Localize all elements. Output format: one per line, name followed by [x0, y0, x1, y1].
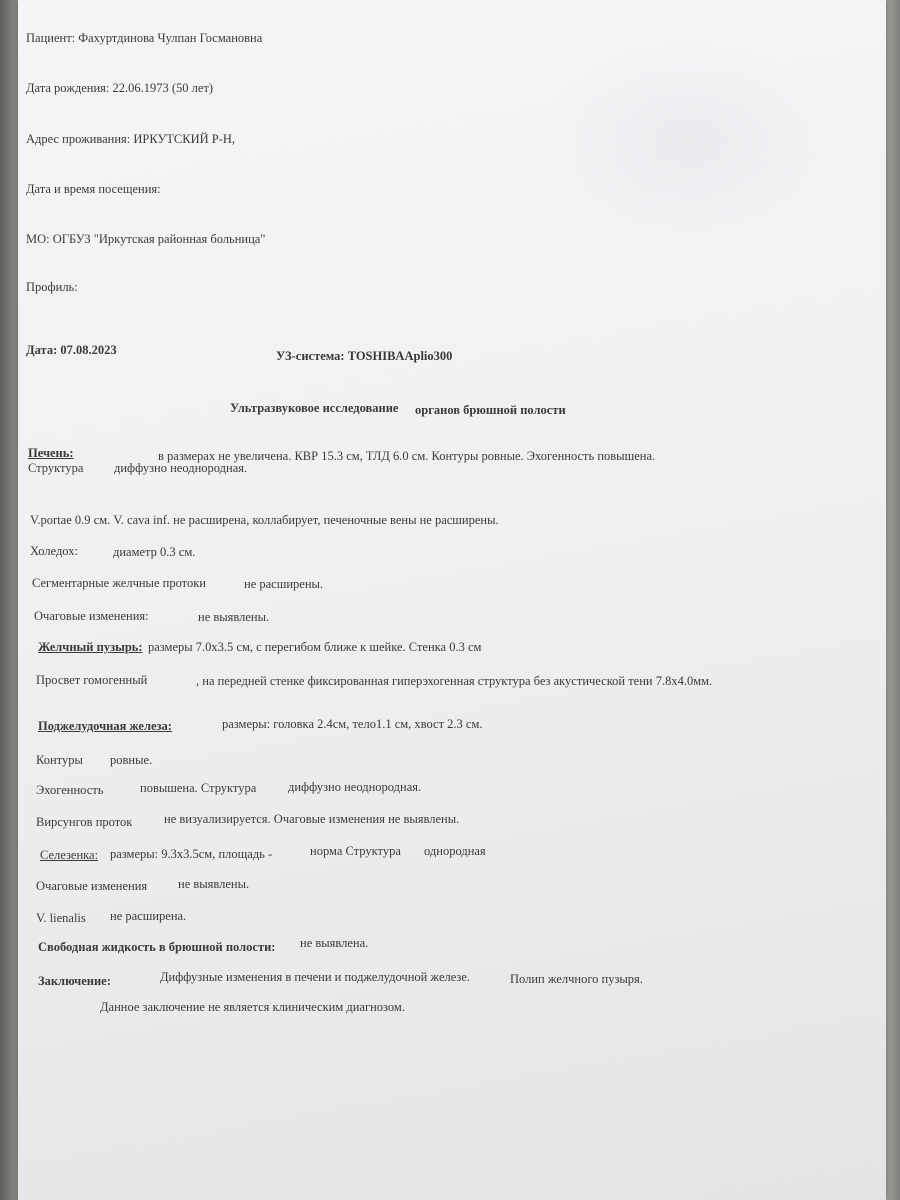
gallbladder-lumen-value: , на передней стенке фиксированная гиперэхогенная структура без акустической тени 7.8х4.0мм. — [196, 674, 713, 688]
ultrasound-system: УЗ-система: TOSHIBAAplio300 — [276, 349, 453, 363]
profile: Профиль: — [26, 280, 78, 294]
free-fluid-value: не выявлена. — [300, 936, 369, 950]
medical-organization: МО: ОГБУЗ "Иркутская районная больница" — [26, 232, 266, 246]
visit-datetime: Дата и время посещения: — [26, 182, 161, 196]
choledoch-label: Холедох: — [30, 544, 78, 558]
ducts-value: не расширены. — [244, 577, 324, 591]
free-fluid-heading: Свободная жидкость в брюшной полости: — [38, 940, 276, 954]
pancreas-sizes: размеры: головка 2.4см, тело1.1 см, хвост 2.3 см. — [222, 717, 483, 731]
ducts-label: Сегментарные желчные протоки — [32, 576, 206, 590]
exam-title-part2: органов брюшной полости — [415, 403, 566, 417]
paper-shading — [538, 40, 838, 240]
conclusion-disclaimer: Данное заключение не является клиническим диагнозом. — [100, 1000, 405, 1014]
liver-heading: Печень: — [28, 446, 74, 460]
pancreas-structure-value: диффузно неоднородная. — [288, 780, 422, 794]
birth-date: Дата рождения: 22.06.1973 (50 лет) — [26, 81, 214, 95]
spleen-focal-value: не выявлены. — [178, 877, 250, 891]
patient-name: Пациент: Фахуртдинова Чулпан Госмановна — [26, 31, 263, 45]
spleen-heading: Селезенка: — [40, 848, 99, 862]
conclusion-polyp: Полип желчного пузыря. — [510, 972, 643, 986]
gallbladder-lumen-label: Просвет гомогенный — [36, 673, 148, 687]
conclusion-heading: Заключение: — [38, 974, 111, 988]
gallbladder-line1: размеры 7.0х3.5 см, с перегибом ближе к шейке. Стенка 0.3 см — [148, 640, 482, 654]
wirsung-label: Вирсунгов проток — [36, 815, 133, 829]
pancreas-contours-value: ровные. — [110, 753, 153, 767]
spleen-norm: норма Структура — [310, 844, 401, 858]
liver-focal-label: Очаговые изменения: — [34, 609, 149, 623]
address: Адрес проживания: ИРКУТСКИЙ Р-Н, — [26, 132, 236, 146]
pancreas-echo-label: Эхогенность — [36, 783, 104, 797]
spleen-structure: однородная — [424, 844, 486, 858]
gallbladder-heading: Желчный пузырь: — [38, 640, 143, 654]
liver-structure-value: диффузно неоднородная. — [114, 461, 248, 475]
spleen-focal-label: Очаговые изменения — [36, 879, 148, 893]
liver-line1: в размерах не увеличена. КВР 15.3 см, ТЛД 6.0 см. Контуры ровные. Эхогенность повышена. — [158, 449, 656, 463]
exam-date: Дата: 07.08.2023 — [26, 343, 117, 357]
pancreas-echo-value: повышена. Структура — [140, 781, 257, 795]
choledoch-value: диаметр 0.3 см. — [113, 545, 196, 559]
vessels-line: V.portae 0.9 см. V. cava inf. не расширена, коллабирует, печеночные вены не расширены. — [30, 513, 499, 527]
conclusion-diffuse: Диффузные изменения в печени и поджелудочной железе. — [160, 970, 471, 984]
document-page — [18, 0, 886, 1200]
lienal-vein-value: не расширена. — [110, 909, 187, 923]
wirsung-value: не визуализируется. Очаговые изменения не выявлены. — [164, 812, 460, 826]
liver-structure-label: Структура — [28, 461, 84, 475]
spleen-sizes: размеры: 9.3х3.5см, площадь - — [110, 847, 273, 861]
pancreas-contours-label: Контуры — [36, 753, 83, 767]
liver-focal-value: не выявлены. — [198, 610, 270, 624]
lienal-vein-label: V. lienalis — [36, 911, 86, 925]
pancreas-heading: Поджелудочная железа: — [38, 719, 172, 733]
exam-title-part1: Ультразвуковое исследование — [230, 401, 399, 415]
